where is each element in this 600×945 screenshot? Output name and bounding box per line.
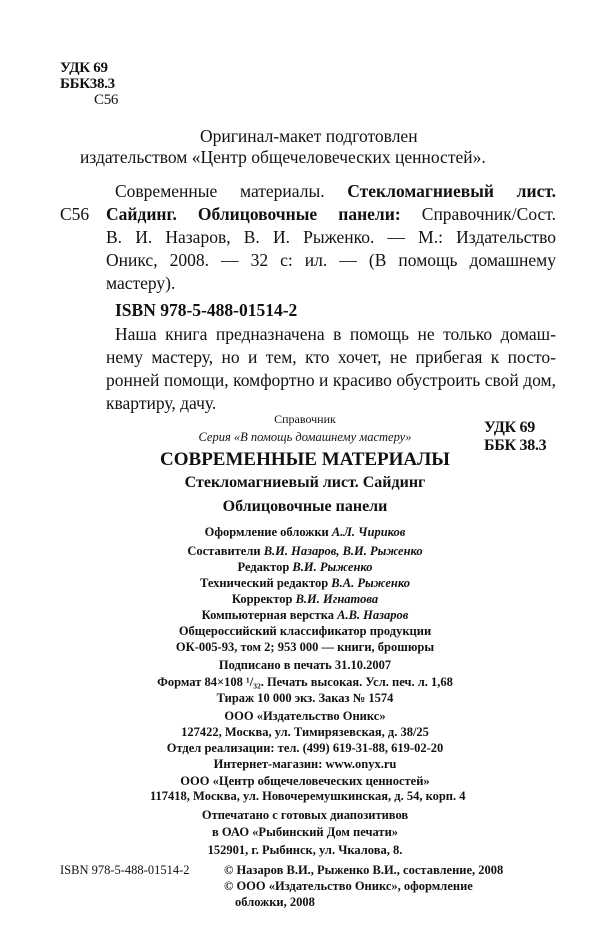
catalog-isbn: ISBN 978-5-488-01514-2 <box>115 300 298 320</box>
imprint-isbn: ISBN 978-5-488-01514-2 <box>60 863 190 877</box>
catalog-line-3: В. И. Назаров, В. И. Рыженко. — М.: Издательство <box>106 227 556 247</box>
abstract-line: Наша книга предназначена в помощь не только домаш- <box>115 324 556 344</box>
copyright-line: обложки, 2008 <box>235 895 315 909</box>
catalog-line-2: Сайдинг. Облицовочные панели: Справочник/Сост. <box>106 204 556 224</box>
book-subtitle-1: Стекломагниевый лист. Сайдинг <box>184 474 426 491</box>
series-name: Серия «В помощь домашнему мастеру» <box>198 430 412 444</box>
abstract-line: нему мастеру, но и тем, кто хочет, не прибегая к посто- <box>106 347 556 367</box>
credit-cover: Оформление обложки А.Л. Чириков <box>204 525 406 539</box>
book-type: Справочник <box>274 412 336 426</box>
abstract-line: ронней помощи, комфортно и красиво обустроить свой дом, <box>106 370 556 390</box>
imprint-line: Подписано в печать 31.10.2007 <box>218 658 392 672</box>
credit-layout: Компьютерная верстка А.В. Назаров <box>201 608 409 622</box>
credit-proofreader: Корректор В.И. Игнатова <box>231 592 379 606</box>
catalog-line-1: Современные материалы. Стекломагниевый лист. <box>115 181 556 201</box>
imprint-line: Интернет-магазин: www.onyx.ru <box>213 757 397 771</box>
imprint-line: ООО «Центр общечеловеческих ценностей» <box>180 774 430 788</box>
imprint-line: 152901, г. Рыбинск, ул. Чкалова, 8. <box>207 843 403 857</box>
credit-editor: Редактор В.И. Рыженко <box>237 560 373 574</box>
book-title: СОВРЕМЕННЫЕ МАТЕРИАЛЫ <box>160 449 450 470</box>
imprint-line: ООО «Издательство Оникс» <box>224 709 386 723</box>
catalog-line-5: мастеру). <box>106 273 176 293</box>
credit-tech-editor: Технический редактор В.А. Рыженко <box>200 576 410 590</box>
bbk-code: ББК38.3 <box>60 76 115 92</box>
prepared-line-1: Оригинал-макет подготовлен <box>200 126 418 146</box>
udk-code: УДК 69 <box>60 60 108 76</box>
catalog-bbk: ББК 38.3 <box>484 437 547 454</box>
imprint-line: ОК-005-93, том 2; 953 000 — книги, брошюры <box>175 640 435 654</box>
imprint-line: 127422, Москва, ул. Тимирязевская, д. 38/25 <box>181 725 429 739</box>
imprint-line: Отдел реализации: тел. (499) 619-31-88, 619-02-20 <box>166 741 444 755</box>
imprint-line: в ОАО «Рыбинский Дом печати» <box>211 825 399 839</box>
prepared-line-2: издательством «Центр общечеловеческих ценностей». <box>80 147 486 167</box>
catalog-sign: С56 <box>60 204 90 224</box>
credit-compilers: Составители В.И. Назаров, В.И. Рыженко <box>187 544 423 558</box>
imprint-line: 117418, Москва, ул. Новочеремушкинская, д. 54, корп. 4 <box>150 789 466 803</box>
author-sign: С56 <box>94 92 119 108</box>
copyright-line: © Назаров В.И., Рыженко В.И., составление, 2008 <box>224 863 504 877</box>
catalog-line-4: Оникс, 2008. — 32 с: ил. — (В помощь домашнему <box>106 250 556 270</box>
imprint-line: Общероссийский классификатор продукции <box>178 624 432 638</box>
imprint-line: Тираж 10 000 экз. Заказ № 1574 <box>216 691 394 705</box>
book-subtitle-2: Облицовочные панели <box>222 498 388 515</box>
copyright-line: © ООО «Издательство Оникс», оформление <box>224 879 473 893</box>
abstract-line: квартиру, дачу. <box>106 393 217 413</box>
catalog-udk: УДК 69 <box>484 419 535 436</box>
imprint-line: Формат 84×108 ¹/₃₂. Печать высокая. Усл. печ. л. 1,68 <box>157 675 453 689</box>
imprint-line: Отпечатано с готовых диапозитивов <box>201 808 409 822</box>
